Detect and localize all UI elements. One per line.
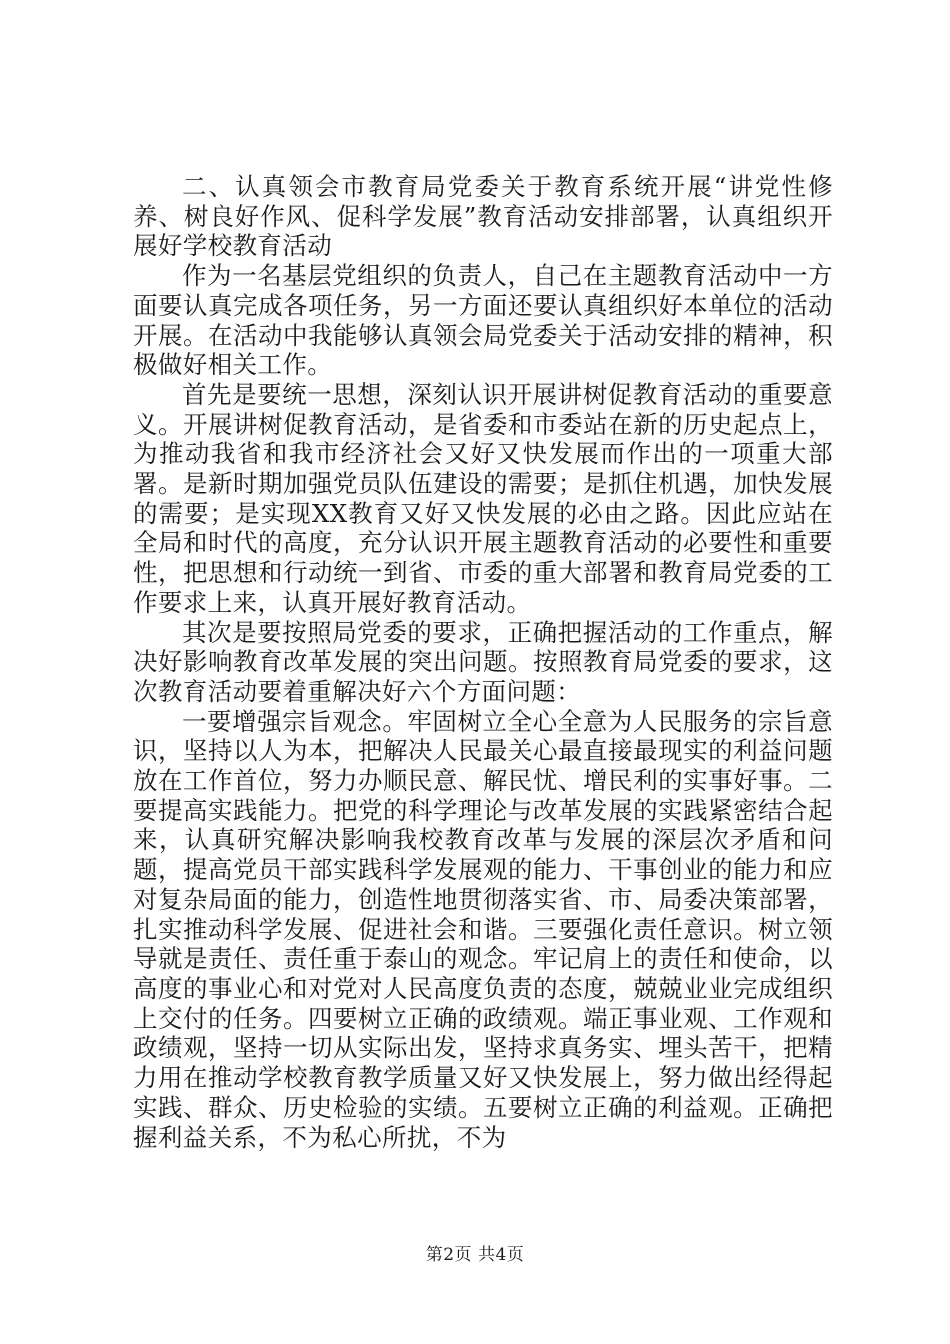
body-paragraph: 作为一名基层党组织的负责人，自己在主题教育活动中一方面要认真完成各项任务，另一方面还要认真组织好本单位的活动开展。在活动中我能够认真领会局党委关于活动安排的精神，积极做好相关工作。 xyxy=(133,261,833,380)
body-paragraph: 其次是要按照局党委的要求，正确把握活动的工作重点，解决好影响教育改革发展的突出问题。按照教育局党委的要求，这次教育活动要着重解决好六个方面问题： xyxy=(133,617,833,706)
body-paragraph: 一要增强宗旨观念。牢固树立全心全意为人民服务的宗旨意识，坚持以人为本，把解决人民最关心最直接最现实的利益问题放在工作首位，努力办顺民意、解民忧、增民利的实事好事。二要提高实践能力。把党的科学理论与改革发展的实践紧密结合起来，认真研究解决影响我校教育改革与发展的深层次矛盾和问题，提高党员干部实践科学发展观的能力、干事创业的能力和应对复杂局面的能力，创造性地贯彻落实省、市、局委决策部署，扎实推动科学发展、促进社会和谐。三要强化责任意识。树立领导就是责任、责任重于泰山的观念。牢记肩上的责任和使命，以高度的事业心和对党对人民高度负责的态度，兢兢业业完成组织上交付的任务。四要树立正确的政绩观。端正事业观、工作观和政绩观，坚持一切从实际出发，坚持求真务实、埋头苦干，把精力用在推动学校教育教学质量又好又快发展上，努力做出经得起实践、群众、历史检验的实绩。五要树立正确的利益观。正确把握利益关系，不为私心所扰，不为 xyxy=(133,706,833,1152)
document-body xyxy=(133,172,833,1152)
section-heading-paragraph: 二、认真领会市教育局党委关于教育系统开展“讲党性修养、树良好作风、促科学发展”教育活动安排部署，认真组织开展好学校教育活动 xyxy=(133,172,833,261)
body-paragraph: 首先是要统一思想，深刻认识开展讲树促教育活动的重要意义。开展讲树促教育活动，是省委和市委站在新的历史起点上，为推动我省和我市经济社会又好又快发展而作出的一项重大部署。是新时期加强党员队伍建设的需要；是抓住机遇，加快发展的需要；是实现XX教育又好又快发展的必由之路。因此应站在全局和时代的高度，充分认识开展主题教育活动的必要性和重要性，把思想和行动统一到省、市委的重大部署和教育局党委的工作要求上来，认真开展好教育活动。 xyxy=(133,379,833,617)
page-number-footer: 第2页 共4页 xyxy=(425,1245,525,1265)
